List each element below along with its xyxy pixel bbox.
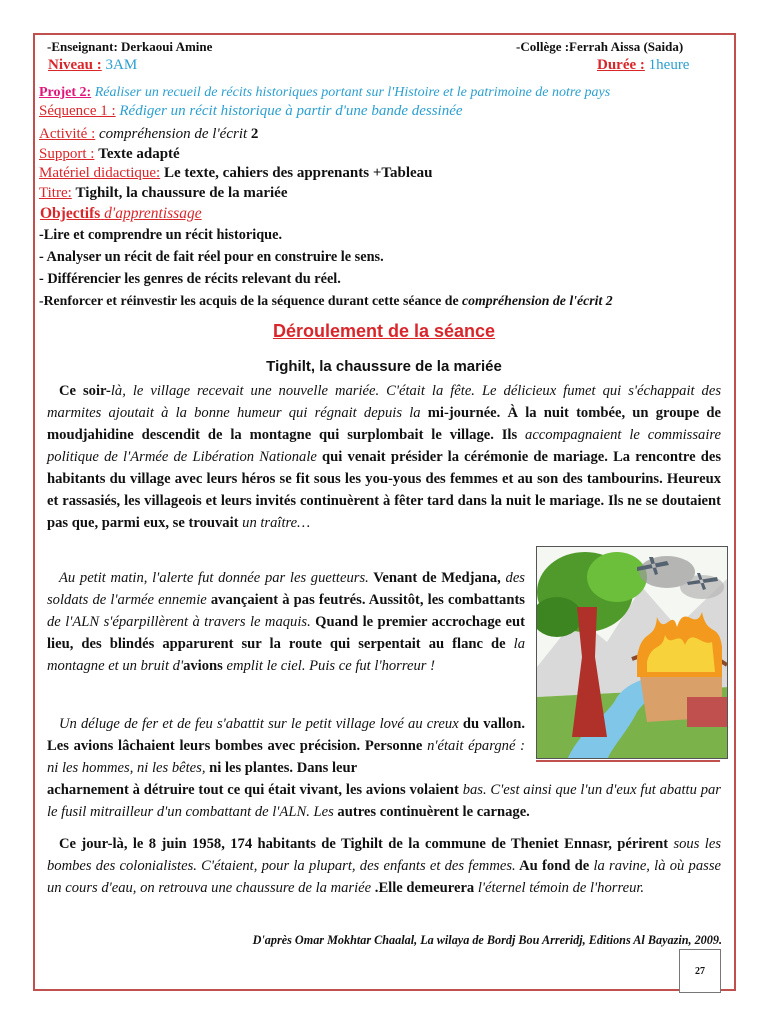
activity-label: Activité : — [39, 126, 96, 142]
text-run: emplit le ciel. Puis ce fut l'horreur ! — [226, 658, 435, 674]
paragraph-3b — [47, 779, 721, 823]
objective-item: -Lire et comprendre un récit historique. — [39, 227, 283, 243]
objective-item-4 — [39, 293, 613, 309]
text-run: là, le village recevait une nouvelle mariée. C'était la fête. Le délicieux fumet qui s'échappait des marmites ajoutait à la bonne humeur qui régnait depuis la — [47, 383, 722, 421]
support-text: Texte adapté — [98, 146, 180, 162]
text-run: Quand le premier accrochage eut lieu, des blindés apparurent sur la route qui serpentait au flanc de — [47, 614, 525, 652]
project-row — [39, 85, 610, 101]
support-row — [39, 146, 180, 163]
objective-4-text: -Renforcer et réinvestir les acquis de la séquence durant cette séance de — [39, 293, 463, 308]
niveau-value: 3AM — [105, 57, 138, 73]
project-text: Réaliser un recueil de récits historiques portant sur l'Histoire et le patrimoine de notre pays — [94, 85, 611, 100]
deroulement-title: Déroulement de la séance — [272, 321, 496, 341]
paragraph-3a — [47, 713, 525, 779]
page-number: 27 — [679, 949, 721, 993]
duree-row — [597, 57, 689, 74]
duree-label: Durée : — [597, 57, 645, 73]
text-run: de l'ALN s'éparpillèrent à travers le maquis. — [47, 614, 311, 630]
text-run: avançaient à pas feutrés. Aussitôt, les combattants — [206, 592, 525, 608]
text-run: avions — [183, 658, 227, 674]
niveau-row — [48, 57, 137, 74]
text-run: la montagne et un bruit d' — [47, 636, 525, 674]
objectifs-heading — [40, 205, 202, 223]
text-run: Un déluge de fer et de feu s'abattit sur le petit village lové au creux — [59, 716, 459, 732]
text-run: l'éternel témoin de l'horreur. — [477, 880, 645, 896]
text-run: mi-journée. À la nuit tombée, un groupe de moudjahidine descendit de la montagne qui surplombait le village. Ils — [47, 405, 722, 443]
niveau-label: Niveau : — [48, 57, 102, 73]
source-citation: D'après Omar Mokhtar Chaalal, La wilaya de Bordj Bou Arreridj, Editions Al Bayazin, 2009. — [252, 933, 722, 947]
text-run: Venant de Medjana, — [368, 570, 506, 586]
titre-row — [39, 185, 288, 202]
text-run: autres continuèrent le carnage. — [333, 804, 530, 820]
paragraph-2 — [47, 567, 525, 677]
text-run: accompagnaient le commissaire politique de l'Armée de Libération Nationale — [47, 427, 721, 465]
text-run: des soldats de l'armée ennemie — [47, 570, 525, 608]
text-run: un traître… — [242, 515, 311, 531]
text-run: Ce soir- — [59, 383, 111, 399]
project-label: Projet 2: — [39, 85, 92, 100]
materiel-text: Le texte, cahiers des apprenants +Tableau — [163, 165, 433, 181]
village-bombing-illustration — [536, 546, 728, 759]
sequence-text: Rédiger un récit historique à partir d'une bande dessinée — [119, 103, 463, 119]
text-run: Ce jour-là, le 8 juin 1958, 174 habitants de Tighilt de la commune de Theniet Ennasr, périrent — [59, 836, 674, 852]
titre-text: Tighilt, la chaussure de la mariée — [75, 185, 288, 201]
text-run: bas. C'est ainsi que l'un d'eux fut abattu par le fusil mitrailleur d'un combattant de l'ALN. Les — [47, 782, 721, 820]
text-run: la ravine, là où passe un cours d'eau, on retrouva une chaussure de la mariée — [47, 858, 721, 896]
text-run: du vallon. Les avions lâchaient leurs bombes avec précision. Personne — [47, 716, 525, 754]
activity-row — [39, 126, 258, 143]
text-run: ni les plantes. Dans leur — [205, 760, 358, 776]
text-run: Au fond de — [515, 858, 594, 874]
teacher-name: -Enseignant: Derkaoui Amine — [47, 39, 213, 54]
objective-4-italic: compréhension de l'écrit 2 — [462, 293, 613, 308]
activity-text: compréhension de l'écrit — [99, 126, 248, 142]
materiel-row — [39, 165, 433, 182]
titre-label: Titre: — [39, 185, 72, 201]
activity-num: 2 — [250, 126, 259, 142]
objectifs-label-b: d'apprentissage — [104, 205, 202, 222]
objective-item: - Analyser un récit de fait réel pour en construire le sens. — [39, 249, 384, 265]
sequence-row — [39, 103, 463, 120]
text-run: .Elle demeurera — [371, 880, 478, 896]
text-run: qui venait présider la cérémonie de mariage. La rencontre des habitants du village avec leurs héros se fit sous les you-yous des femmes et au son des tambourins. Heureux et rassasiés, les villageois et leurs invités continuèrent à fêter tard dans la nuit le mariage. Ils ne se doutaient pas que, parmi eux, se trouvait — [47, 449, 722, 531]
paragraph-4 — [47, 833, 721, 899]
objective-item: - Différencier les genres de récits relevant du réel. — [39, 271, 341, 287]
text-run: n'était épargné : ni les hommes, ni les bêtes, — [47, 738, 525, 776]
college-name: -Collège :Ferrah Aissa (Saida) — [516, 39, 684, 54]
text-run: sous les bombes des colonialistes. C'étaient, pour la plupart, des enfants et des femmes. — [47, 836, 722, 874]
paragraph-1 — [47, 380, 721, 534]
sequence-label: Séquence 1 : — [39, 103, 116, 119]
text-title: Tighilt, la chaussure de la mariée — [266, 358, 502, 375]
objectifs-label-a: Objectifs — [40, 205, 101, 222]
text-run: acharnement à détruire tout ce qui était vivant, les avions volaient — [47, 782, 463, 798]
illustration-underline — [536, 760, 720, 762]
support-label: Support : — [39, 146, 95, 162]
duree-value: 1heure — [648, 57, 690, 73]
materiel-label: Matériel didactique: — [39, 165, 161, 181]
text-run: Au petit matin, l'alerte fut donnée par les guetteurs. — [59, 570, 369, 586]
